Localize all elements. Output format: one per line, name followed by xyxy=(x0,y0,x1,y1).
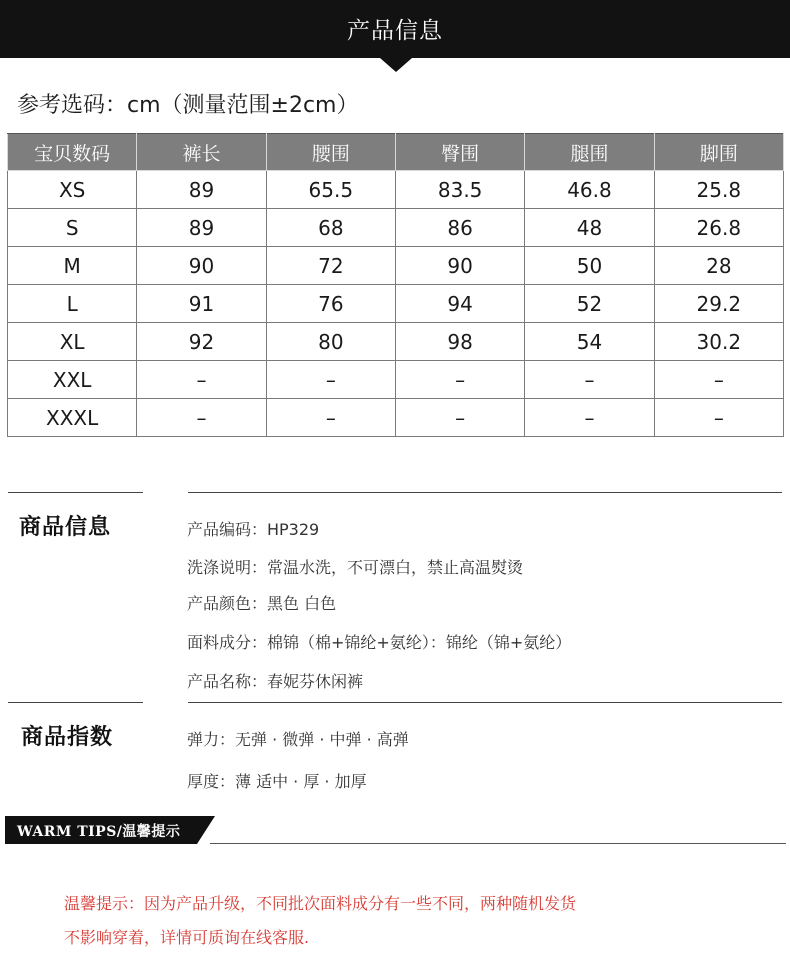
table-row xyxy=(8,361,784,399)
size-table xyxy=(7,133,784,437)
table-cell: 94 xyxy=(395,285,524,323)
table-cell: 50 xyxy=(525,247,654,285)
table-cell: 48 xyxy=(525,209,654,247)
elasticity-line: 弹力：无弹 · 微弹 · 中弹 · 高弹 xyxy=(187,730,409,749)
table-cell: 86 xyxy=(395,209,524,247)
table-cell: 72 xyxy=(266,247,395,285)
table-cell: 68 xyxy=(266,209,395,247)
table-cell: 28 xyxy=(654,247,783,285)
warm-tips-text-line-2: 不影响穿着，详情可质询在线客服. xyxy=(64,928,310,947)
divider xyxy=(8,702,143,703)
table-cell: 25.8 xyxy=(654,171,783,209)
header-cell: 腿围 xyxy=(525,134,654,171)
product-index-title: 商品指数 xyxy=(21,725,114,750)
divider xyxy=(210,843,786,844)
washing-instructions-line: 洗涤说明：常温水洗，不可漂白，禁止高温熨烫 xyxy=(187,558,524,577)
table-cell: 92 xyxy=(137,323,266,361)
divider xyxy=(188,492,782,493)
table-cell: – xyxy=(266,361,395,399)
table-cell: S xyxy=(8,209,137,247)
table-cell: 29.2 xyxy=(654,285,783,323)
table-cell: 46.8 xyxy=(525,171,654,209)
banner-arrow-icon xyxy=(380,58,412,72)
table-cell: 30.2 xyxy=(654,323,783,361)
fabric-composition-line: 面料成分：棉锦（棉+锦纶+氨纶）：锦纶（锦+氨纶） xyxy=(187,633,572,652)
product-code-line: 产品编码：HP329 xyxy=(187,520,320,539)
table-cell: 65.5 xyxy=(266,171,395,209)
table-row xyxy=(8,247,784,285)
table-cell: – xyxy=(137,399,266,437)
table-row xyxy=(8,399,784,437)
table-cell: XL xyxy=(8,323,137,361)
table-cell: 98 xyxy=(395,323,524,361)
thickness-line: 厚度：薄 适中 · 厚 · 加厚 xyxy=(187,772,367,791)
table-cell: 91 xyxy=(137,285,266,323)
warm-tips-bar xyxy=(5,816,219,844)
header-cell: 臀围 xyxy=(395,134,524,171)
warm-tips-label: WARM TIPS/温馨提示 xyxy=(17,824,181,840)
divider xyxy=(188,702,782,703)
table-cell: 90 xyxy=(395,247,524,285)
table-cell: – xyxy=(137,361,266,399)
table-row xyxy=(8,171,784,209)
table-row xyxy=(8,323,784,361)
table-cell: 76 xyxy=(266,285,395,323)
table-row xyxy=(8,209,784,247)
table-cell: – xyxy=(654,361,783,399)
table-cell: 26.8 xyxy=(654,209,783,247)
size-reference-note: 参考选码：cm（测量范围±2cm） xyxy=(17,93,359,118)
table-cell: XS xyxy=(8,171,137,209)
table-cell: – xyxy=(395,361,524,399)
divider xyxy=(8,492,143,493)
table-cell: – xyxy=(395,399,524,437)
table-cell: 83.5 xyxy=(395,171,524,209)
table-cell: XXXL xyxy=(8,399,137,437)
table-cell: – xyxy=(266,399,395,437)
table-cell: – xyxy=(654,399,783,437)
table-cell: L xyxy=(8,285,137,323)
table-cell: – xyxy=(525,361,654,399)
table-cell: – xyxy=(525,399,654,437)
warm-tips-slant xyxy=(197,816,215,844)
table-cell: 54 xyxy=(525,323,654,361)
banner-title: 产品信息 xyxy=(347,18,443,44)
header-cell: 宝贝数码 xyxy=(8,134,137,171)
warm-tips-text-line-1: 温馨提示：因为产品升级，不同批次面料成分有一些不同，两种随机发货 xyxy=(64,894,577,913)
header-cell: 腰围 xyxy=(266,134,395,171)
section-banner xyxy=(0,0,790,58)
header-cell: 裤长 xyxy=(137,134,266,171)
product-name-line: 产品名称：春妮芬休闲裤 xyxy=(187,672,364,691)
table-cell: 80 xyxy=(266,323,395,361)
table-cell: 90 xyxy=(137,247,266,285)
size-table-header-row xyxy=(8,134,784,171)
product-info-title: 商品信息 xyxy=(19,515,112,540)
table-cell: M xyxy=(8,247,137,285)
table-cell: XXL xyxy=(8,361,137,399)
product-color-line: 产品颜色：黑色 白色 xyxy=(187,594,337,613)
table-row xyxy=(8,285,784,323)
table-cell: 89 xyxy=(137,209,266,247)
table-cell: 89 xyxy=(137,171,266,209)
header-cell: 脚围 xyxy=(654,134,783,171)
table-cell: 52 xyxy=(525,285,654,323)
